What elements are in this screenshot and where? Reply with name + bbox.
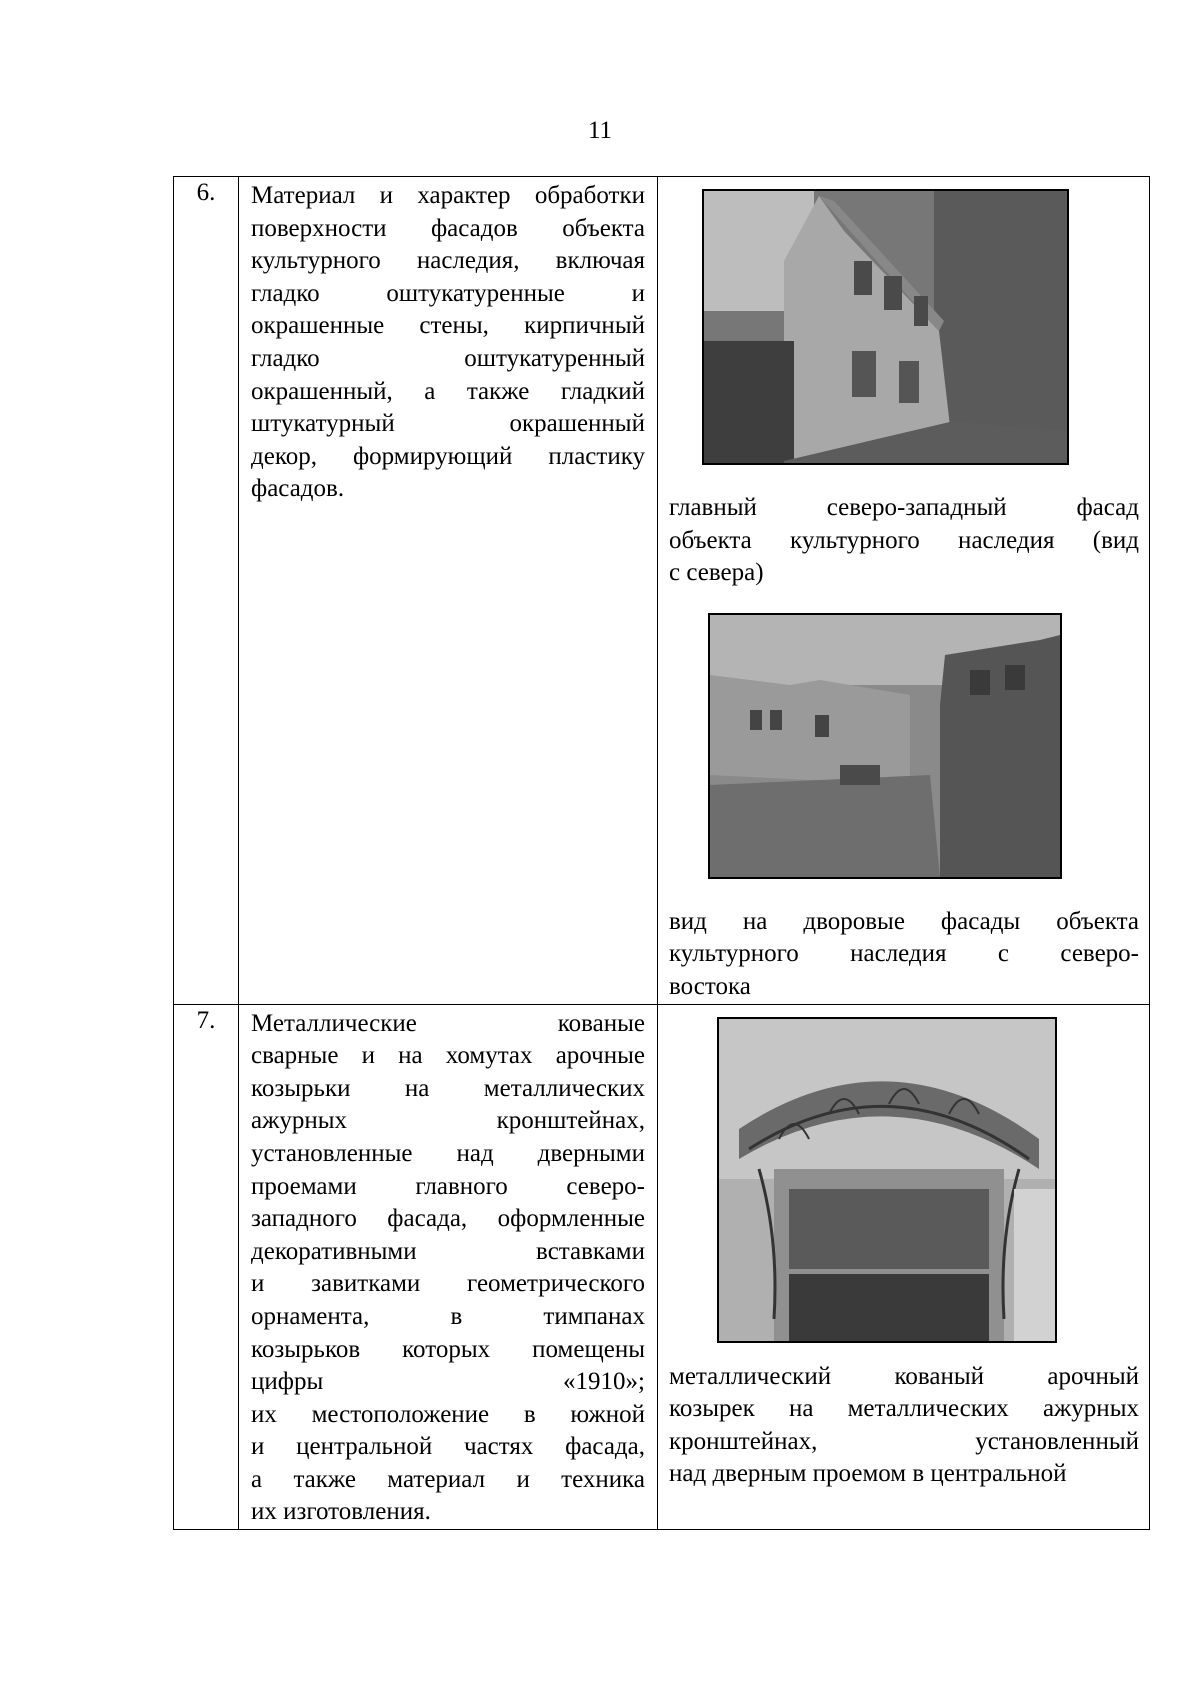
text-line: гладко оштукатуренные и <box>251 279 645 307</box>
text-line: над дверным проемом в центральной <box>669 1460 1067 1488</box>
text-line: металлический кованый арочный <box>669 1362 1139 1390</box>
text-line: проемами главного северо- <box>251 1172 645 1200</box>
text-line: главный северо-западный фасад <box>669 494 1139 521</box>
text-line: козырек на металлических ажурных <box>669 1395 1139 1423</box>
photo-caption <box>658 906 1149 1004</box>
text-line: окрашенные стены, кирпичный <box>251 312 645 340</box>
row-photos <box>658 177 1150 1005</box>
text-line: объекта культурного наследия (вид <box>669 526 1139 554</box>
text-line: востока <box>669 972 751 1000</box>
text-line: поверхности фасадов объекта <box>251 214 645 242</box>
table-row <box>174 1004 1150 1530</box>
canopy-photo <box>717 1017 1057 1343</box>
text-line: фасадов. <box>251 475 345 503</box>
text-line: орнамента, в тимпанах <box>251 1302 645 1330</box>
text-line: козырьки на металлических <box>251 1074 645 1102</box>
text-line: декор, формирующий пластику <box>251 442 645 470</box>
description-text <box>239 1005 657 1530</box>
facade-photo <box>702 189 1069 465</box>
row-number: 6. <box>174 177 239 1005</box>
page-number: 11 <box>587 117 613 144</box>
text-line: декоративными вставками <box>251 1237 645 1265</box>
text-line: козырьков которых помещены <box>251 1335 645 1363</box>
row-description <box>239 177 658 1005</box>
text-line: ажурных кронштейнах, <box>251 1107 645 1135</box>
row-photos <box>658 1004 1150 1530</box>
row-description <box>239 1004 658 1530</box>
courtyard-photo <box>708 613 1062 879</box>
description-text <box>239 177 657 506</box>
photo-caption <box>658 1361 1149 1491</box>
text-line: их местоположение в южной <box>251 1400 645 1428</box>
text-line: и центральной частях фасада, <box>251 1433 645 1461</box>
text-line: культурного наследия, включая <box>251 247 645 275</box>
text-line: Металлические кованые <box>251 1009 645 1037</box>
text-line: установленные над дверными <box>251 1139 645 1167</box>
table-row <box>174 177 1150 1005</box>
text-line: окрашенный, а также гладкий <box>251 377 645 405</box>
text-line: сварные и на хомутах арочные <box>251 1042 645 1070</box>
text-line: Материал и характер обработки <box>251 182 645 209</box>
text-line: с севера) <box>669 559 764 587</box>
heritage-elements-table <box>173 176 1150 1530</box>
text-line: западного фасада, оформленные <box>251 1205 645 1233</box>
text-line: культурного наследия с северо- <box>669 940 1139 968</box>
photo-caption <box>658 492 1149 590</box>
text-line: цифры «1910»; <box>251 1368 645 1396</box>
text-line: гладко оштукатуренный <box>251 344 645 372</box>
row-number: 7. <box>174 1004 239 1530</box>
text-line: их изготовления. <box>251 1498 431 1526</box>
text-line: вид на дворовые фасады объекта <box>669 907 1139 935</box>
text-line: кронштейнах, установленный <box>669 1427 1139 1455</box>
text-line: и завитками геометрического <box>251 1270 645 1298</box>
text-line: штукатурный окрашенный <box>251 410 645 438</box>
text-line: а также материал и техника <box>251 1465 645 1493</box>
